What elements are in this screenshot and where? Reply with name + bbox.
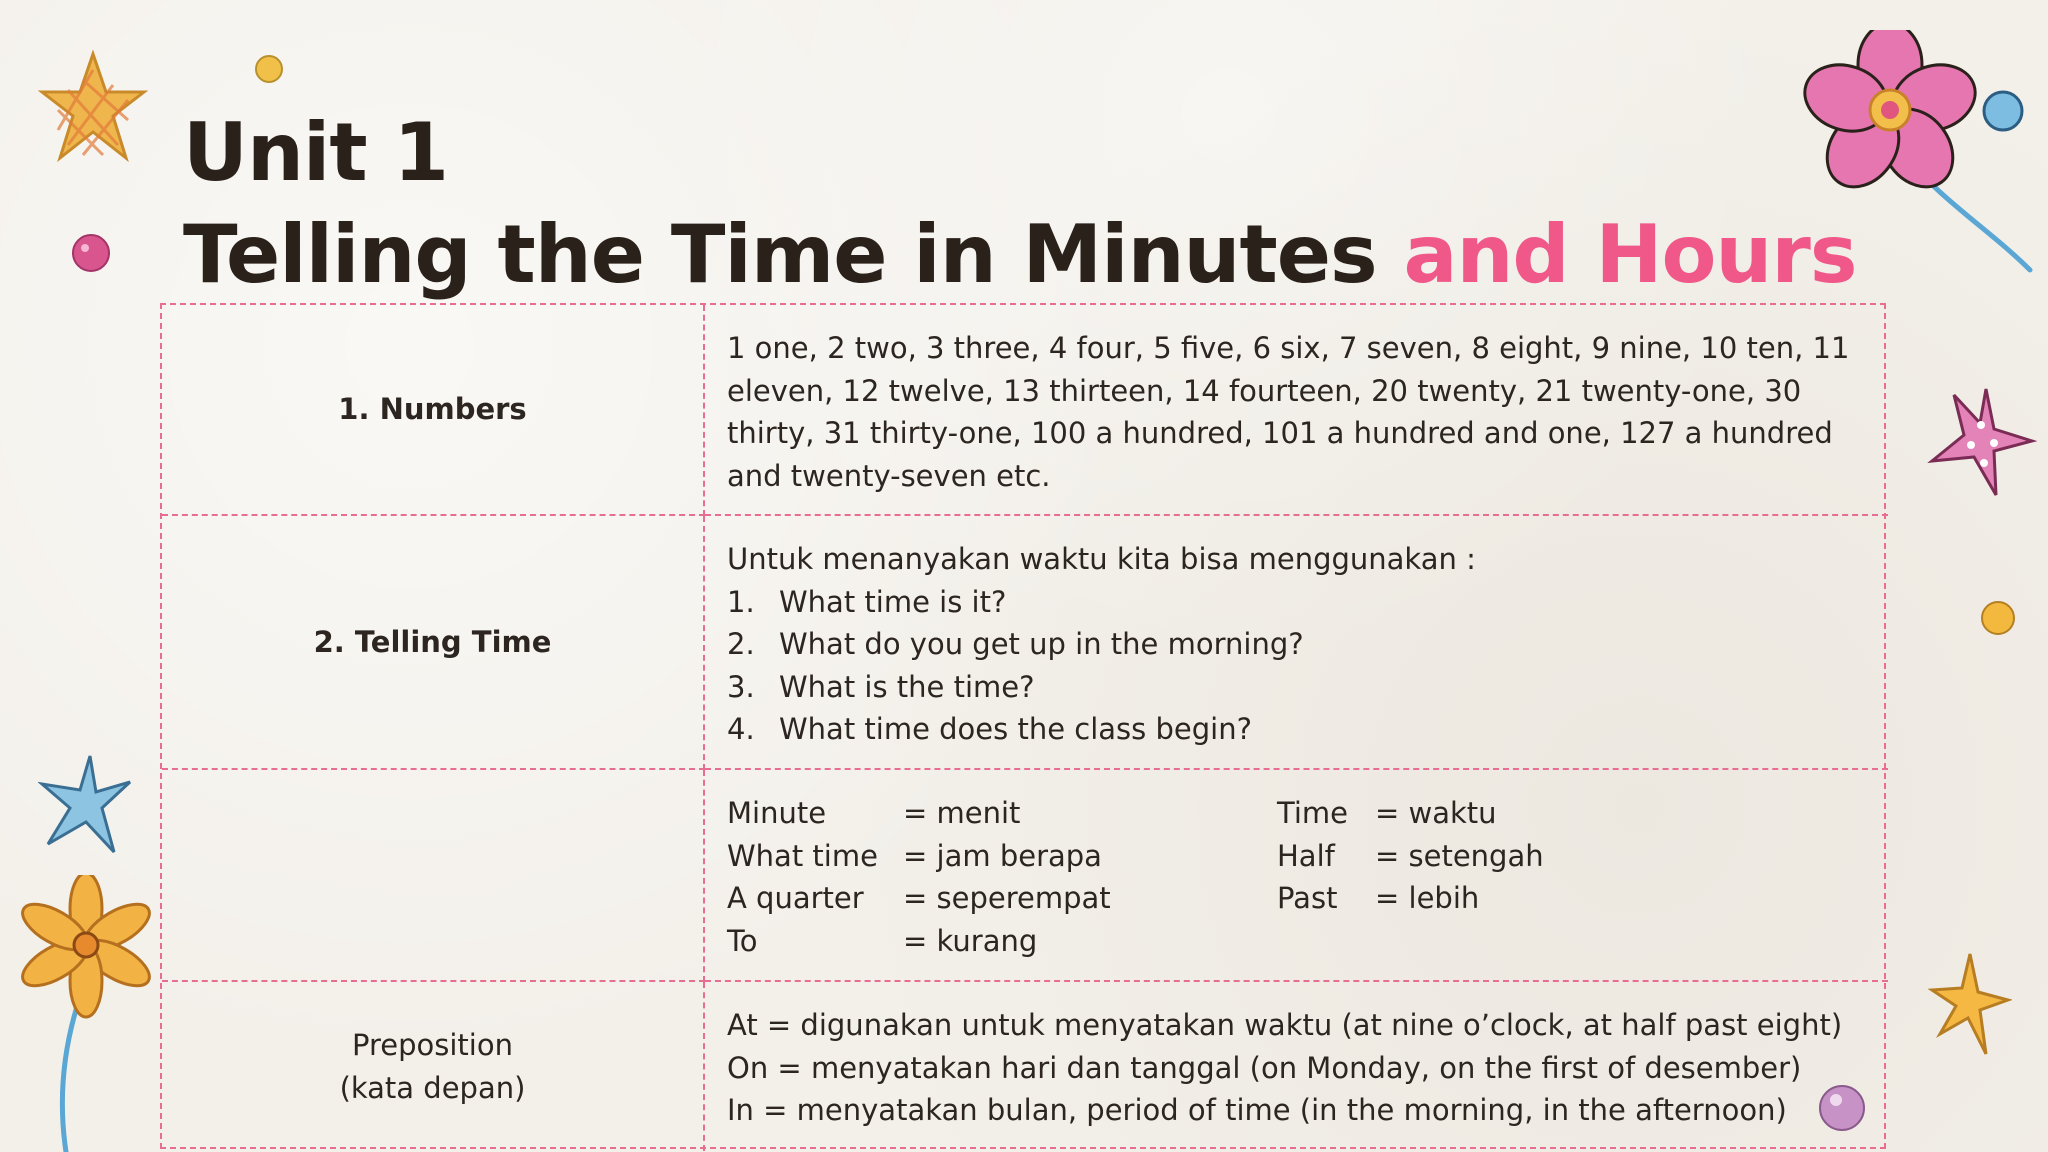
preposition-line: On = menyatakan hari dan tanggal (on Monday, on the first of desember) xyxy=(727,1050,1802,1085)
vocab-meaning: = setengah xyxy=(1375,838,1544,873)
vocab-meaning: = kurang xyxy=(903,923,1038,958)
dot-icon xyxy=(1978,598,2018,638)
list-item xyxy=(727,581,1870,624)
preposition-label: Preposition xyxy=(352,1028,513,1062)
orange-flower-icon xyxy=(18,875,158,1152)
vocabulary-item xyxy=(727,792,1277,835)
title-accent: and Hours xyxy=(1403,208,1857,301)
content-table xyxy=(160,303,1886,1149)
vocabulary-list xyxy=(727,792,1870,962)
numbers-text: 1 one, 2 two, 3 three, 4 four, 5 five, 6 six, 7 seven, 8 eight, 9 nine, 10 ten, 11 eleven, 12 twelve, 13 thirteen, 14 fourteen, 20 twenty, 21 twenty-one, 30 thirty, 31 thirty-one, 100 a hundred, 101 a hundred and one, 127 a hundred and twenty-seven etc. xyxy=(727,331,1850,493)
vocab-term: Time xyxy=(1277,796,1348,830)
list-text: What time does the class begin? xyxy=(779,712,1252,746)
row-content-preposition xyxy=(705,982,1888,1151)
gold-star-icon xyxy=(1928,950,2012,1060)
page-title xyxy=(183,102,1856,306)
blue-star-icon xyxy=(38,752,134,858)
row-header-preposition xyxy=(162,982,705,1151)
list-text: What do you get up in the morning? xyxy=(779,627,1304,661)
title-line-1: Unit 1 xyxy=(183,106,449,199)
vocabulary-item xyxy=(727,877,1277,920)
list-text: What is the time? xyxy=(779,669,1035,704)
title-line-2: Telling the Time in Minutes xyxy=(183,208,1377,301)
vocabulary-item xyxy=(1277,792,1544,835)
vocabulary-column-left xyxy=(727,792,1277,962)
vocabulary-item xyxy=(727,920,1277,963)
vocabulary-column-right xyxy=(1277,792,1544,962)
dot-icon xyxy=(1980,88,2026,134)
vocab-term: Past xyxy=(1277,881,1338,915)
list-number: 2. xyxy=(727,627,755,661)
dot-icon xyxy=(254,54,284,84)
vocab-term: To xyxy=(727,923,758,958)
vocab-term: What time xyxy=(727,838,878,873)
vocab-term: Half xyxy=(1277,838,1335,873)
row-content-numbers xyxy=(705,305,1888,516)
preposition-line: In = menyatakan bulan, period of time (in the morning, in the afternoon) xyxy=(727,1093,1787,1127)
pink-star-icon xyxy=(1925,385,2037,501)
row-header-vocabulary xyxy=(162,770,705,982)
question-list xyxy=(727,581,1870,751)
row-content-telling-time xyxy=(705,516,1888,770)
list-number: 4. xyxy=(727,712,755,746)
preposition-sublabel: (kata depan) xyxy=(339,1070,526,1105)
row-content-vocabulary xyxy=(705,770,1888,982)
vocab-meaning: = lebih xyxy=(1375,881,1480,915)
vocab-meaning: = seperempat xyxy=(903,881,1111,915)
vocabulary-item xyxy=(1277,877,1544,920)
vocabulary-item xyxy=(1277,835,1544,878)
telling-time-intro: Untuk menanyakan waktu kita bisa menggunakan : xyxy=(727,542,1476,576)
vocab-meaning: = menit xyxy=(903,796,1021,830)
list-number: 1. xyxy=(727,584,755,619)
list-text: What time is it? xyxy=(779,584,1007,619)
list-number: 3. xyxy=(727,669,755,704)
vocab-meaning: = jam berapa xyxy=(903,838,1102,873)
plaid-star-icon xyxy=(38,50,148,170)
vocab-term: A quarter xyxy=(727,881,864,915)
list-item xyxy=(727,623,1870,666)
row-header-numbers: 1. Numbers xyxy=(162,305,705,516)
list-item xyxy=(727,708,1870,751)
preposition-line: At = digunakan untuk menyatakan waktu (at nine o’clock, at half past eight) xyxy=(727,1008,1843,1042)
row-header-telling-time: 2. Telling Time xyxy=(162,516,705,770)
vocab-term: Minute xyxy=(727,796,827,830)
vocab-meaning: = waktu xyxy=(1375,796,1497,830)
dot-icon xyxy=(70,232,112,274)
list-item xyxy=(727,666,1870,709)
vocabulary-item xyxy=(727,835,1277,878)
